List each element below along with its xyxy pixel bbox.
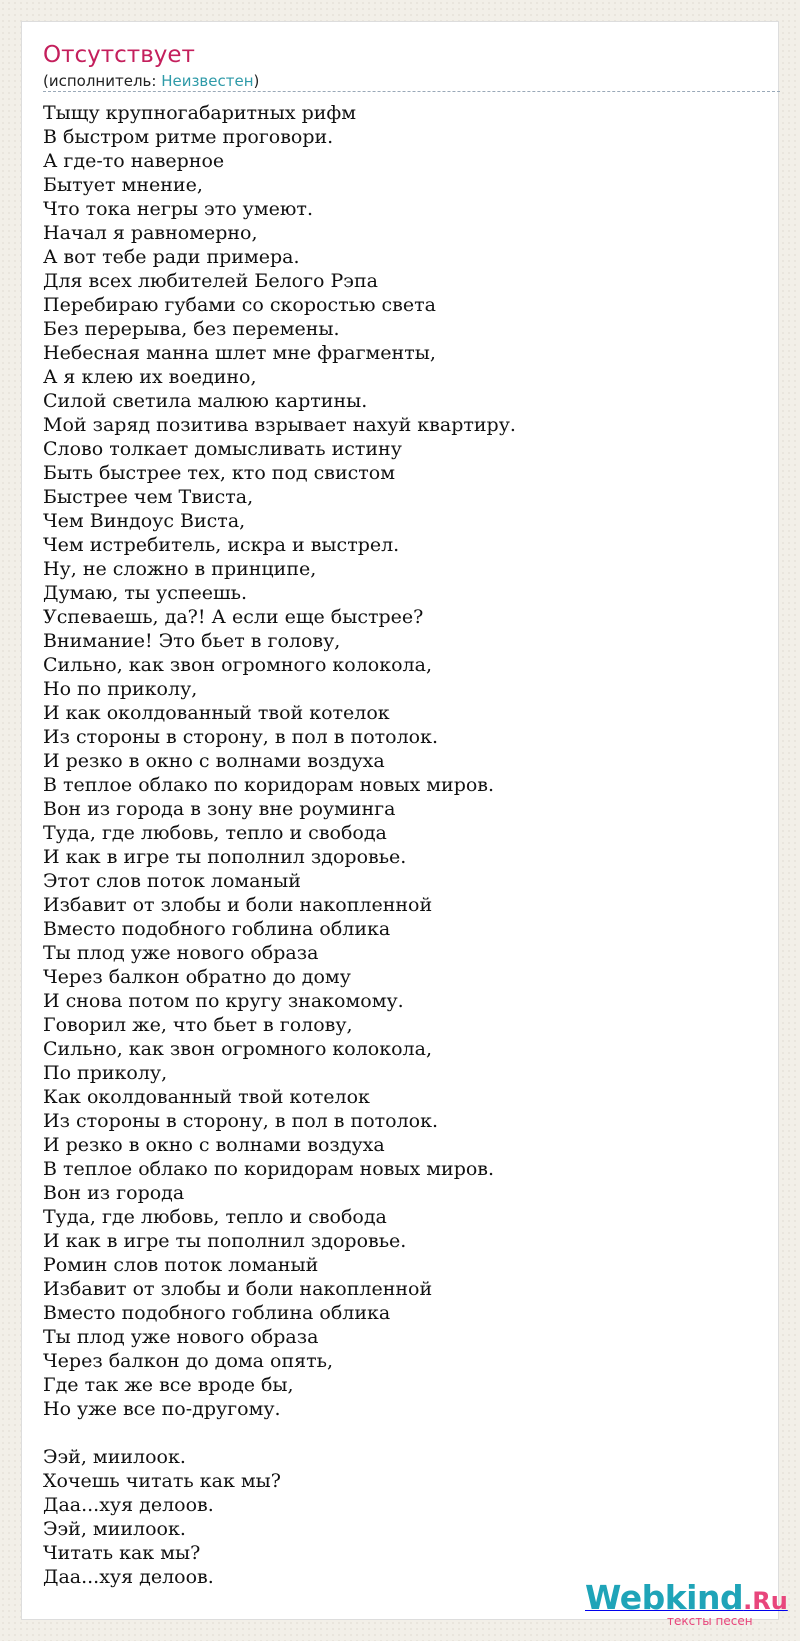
- lyric-line: Из стороны в сторону, в пол в потолок.: [43, 726, 439, 748]
- lyric-line: Говорил же, что бьет в голову,: [43, 1014, 353, 1036]
- lyric-line: Туда, где любовь, тепло и свобода: [43, 1206, 387, 1228]
- lyric-line: Через балкон обратно до дому: [43, 966, 351, 988]
- lyric-line: Сильно, как звон огромного колокола,: [43, 654, 432, 676]
- lyric-line: Перебираю губами со скоростью света: [43, 294, 436, 316]
- webkind-logo[interactable]: [585, 1578, 788, 1628]
- lyric-line: Быстрее чем Твиста,: [43, 486, 254, 508]
- lyric-line: Ты плод уже нового образа: [43, 942, 319, 964]
- lyric-line: Через балкон до дома опять,: [43, 1350, 334, 1372]
- lyric-line: Ээй, миилоок.: [43, 1446, 186, 1468]
- lyric-line: А где-то наверное: [43, 150, 225, 172]
- lyric-line: И как околдованный твой котелок: [43, 702, 390, 724]
- lyric-line: Но уже все по-другому.: [43, 1398, 281, 1420]
- lyric-line: Силой светила малюю картины.: [43, 390, 368, 412]
- lyric-line: Вместо подобного гоблина облика: [43, 918, 391, 940]
- header-divider: [43, 91, 780, 92]
- lyric-line: Вон из города в зону вне роуминга: [43, 798, 396, 820]
- lyric-line: Ромин слов поток ломаный: [43, 1254, 319, 1276]
- lyric-line: И резко в окно с волнами воздуха: [43, 750, 385, 772]
- lyric-line: Небесная манна шлет мне фрагменты,: [43, 342, 436, 364]
- lyric-line: Ты плод уже нового образа: [43, 1326, 319, 1348]
- lyric-line: А я клею их воедино,: [43, 366, 257, 388]
- lyric-line: И снова потом по кругу знакомому.: [43, 990, 404, 1012]
- lyric-line: Ну, не сложно в принципе,: [43, 558, 317, 580]
- lyric-line: И резко в окно с волнами воздуха: [43, 1134, 385, 1156]
- lyric-line: Мой заряд позитива взрывает нахуй квартиру.: [43, 414, 516, 436]
- lyric-line: Этот слов поток ломаный: [43, 870, 301, 892]
- lyric-line: Туда, где любовь, тепло и свобода: [43, 822, 387, 844]
- artist-prefix: (исполнитель:: [43, 72, 162, 90]
- logo-main-text: Webkind: [585, 1578, 744, 1617]
- lyric-line: Внимание! Это бьет в голову,: [43, 630, 341, 652]
- lyric-line: По приколу,: [43, 1062, 168, 1084]
- lyrics-text: [43, 101, 516, 1589]
- lyric-line: Сильно, как звон огромного колокола,: [43, 1038, 432, 1060]
- lyric-line: Для всех любителей Белого Рэпа: [43, 270, 378, 292]
- song-title: Отсутствует: [43, 42, 195, 68]
- artist-link[interactable]: Неизвестен: [161, 72, 254, 90]
- lyric-line: В теплое облако по коридорам новых миров.: [43, 1158, 495, 1180]
- lyric-line: Думаю, ты успеешь.: [43, 582, 248, 604]
- artist-line: [43, 72, 259, 90]
- lyric-line: Быть быстрее тех, кто под свистом: [43, 462, 396, 484]
- logo-tagline: тексты песен: [667, 1614, 753, 1628]
- lyric-line: Без перерыва, без перемены.: [43, 318, 340, 340]
- lyric-line: Даа...хуя делоов.: [43, 1566, 214, 1588]
- lyric-line: Тыщу крупногабаритных рифм: [43, 102, 357, 124]
- lyric-line: И как в игре ты пополнил здоровье.: [43, 846, 407, 868]
- artist-suffix: ): [253, 72, 260, 90]
- lyric-line: Избавит от злобы и боли накопленной: [43, 894, 433, 916]
- lyric-line: Из стороны в сторону, в пол в потолок.: [43, 1110, 439, 1132]
- lyric-line: Чем истребитель, искра и выстрел.: [43, 534, 400, 556]
- logo-domain-suffix: .Ru: [743, 1587, 788, 1615]
- lyric-line: Хочешь читать как мы?: [43, 1470, 281, 1492]
- lyric-line: Даа...хуя делоов.: [43, 1494, 214, 1516]
- lyric-line: А вот тебе ради примера.: [43, 246, 300, 268]
- lyric-line: Бытует мнение,: [43, 174, 203, 196]
- lyric-line: И как в игре ты пополнил здоровье.: [43, 1230, 407, 1252]
- lyric-line: Как околдованный твой котелок: [43, 1086, 370, 1108]
- lyric-line: Вон из города: [43, 1182, 185, 1204]
- lyric-line: Читать как мы?: [43, 1542, 201, 1564]
- lyric-line: Начал я равномерно,: [43, 222, 258, 244]
- lyric-line: Вместо подобного гоблина облика: [43, 1302, 391, 1324]
- lyric-line: Избавит от злобы и боли накопленной: [43, 1278, 433, 1300]
- lyrics-card: [21, 21, 788, 1628]
- lyric-line: Ээй, миилоок.: [43, 1518, 186, 1540]
- lyric-line: Что тока негры это умеют.: [43, 198, 313, 220]
- lyric-line: Успеваешь, да?! А если еще быстрее?: [43, 606, 424, 628]
- lyric-line: Слово толкает домысливать истину: [43, 438, 402, 460]
- lyric-line: В быстром ритме проговори.: [43, 126, 334, 148]
- lyric-line: В теплое облако по коридорам новых миров.: [43, 774, 495, 796]
- lyric-line: Но по приколу,: [43, 678, 198, 700]
- lyric-line: [43, 1421, 516, 1445]
- lyric-line: Чем Виндоус Виста,: [43, 510, 246, 532]
- lyric-line: Где так же все вроде бы,: [43, 1374, 294, 1396]
